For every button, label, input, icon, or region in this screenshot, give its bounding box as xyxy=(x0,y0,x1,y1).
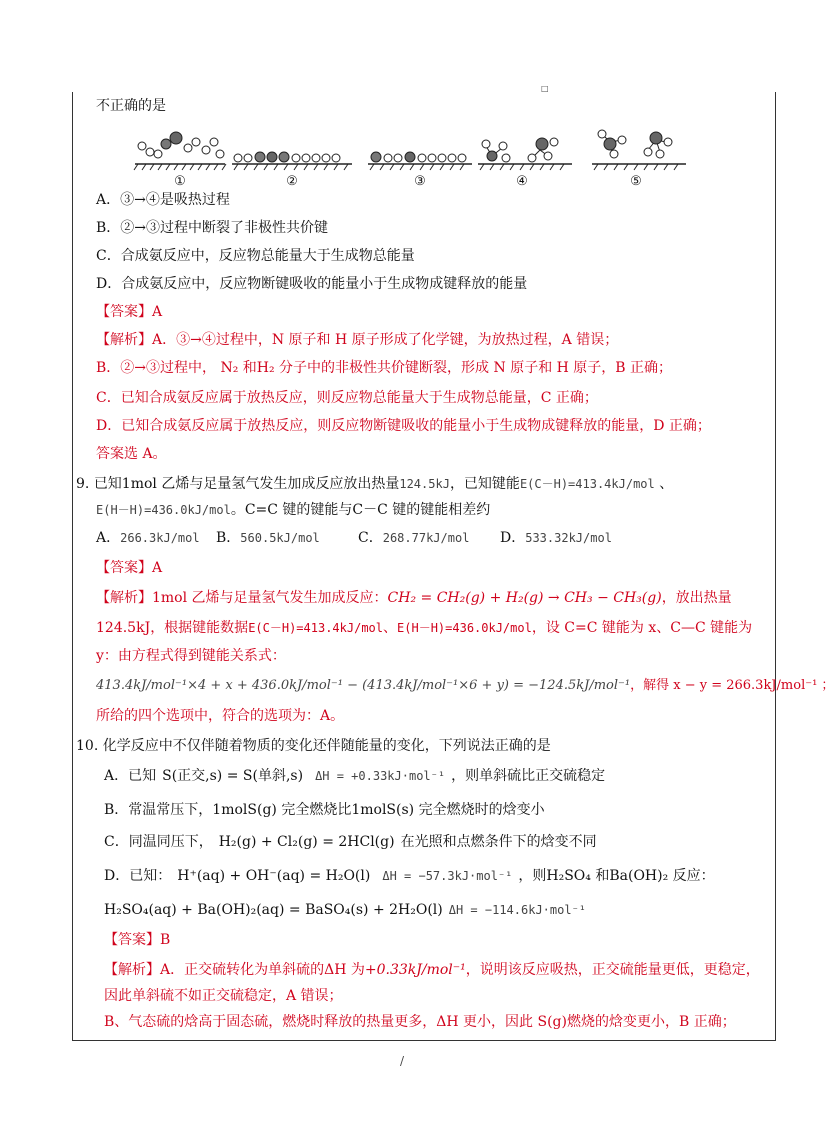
q10-stem-text: 化学反应中不仅伴随着物质的变化还伴随能量的变化，下列说法正确的是 xyxy=(102,738,551,754)
q10-option-b-species-2: 1molS(s) xyxy=(351,802,415,818)
q10-option-d-base: 和Ba(OH)₂ xyxy=(595,868,669,884)
q10-option-d-equation: H⁺(aq) + OH⁻(aq) = H₂O(l) xyxy=(177,868,371,884)
diagram-5 xyxy=(590,128,710,190)
q9-option-a-value: 266.3kJ/mol xyxy=(120,531,200,545)
q10-analysis-line-2: 因此单斜硫不如正交硫稳定，A 错误； xyxy=(104,988,343,1004)
diagram-5-label: ⑤ xyxy=(630,174,642,189)
q9-option-a-label: A． xyxy=(96,530,121,546)
q9-hh-bond-energy: E(H－H)=436.0kJ/mol xyxy=(96,503,231,517)
q10-option-d-full-enthalpy: ΔH = −114.6kJ·mol⁻¹ xyxy=(448,903,587,917)
q8-stem-tail: 不正确的是 xyxy=(96,98,166,114)
q9-option-d xyxy=(500,528,612,548)
q10-option-a-equation: S(正交,s) = S(单斜,s) xyxy=(162,768,304,784)
q9-analysis-line-5: 所给的四个选项中，符合的选项为：A。 xyxy=(96,708,345,724)
q10-option-c-claim: 在光照和点燃条件下的焓变不同 xyxy=(400,834,597,850)
q10-option-a-label: A．已知 xyxy=(104,768,157,784)
q10-option-d-reaction xyxy=(104,900,592,920)
q8-option-c: C．合成氨反应中，反应物总能量大于生成物总能量 xyxy=(96,248,415,264)
q9-analysis-line-4 xyxy=(96,676,834,696)
q9-variable-text: ，设 C=C 键能为 x、C—C 键能为 xyxy=(531,620,753,636)
q9-solution: ，解得 x − y = 266.3kJ/mol⁻¹ ； xyxy=(630,678,834,693)
q9-analysis-line-1 xyxy=(96,588,732,608)
q9-stem-line-1 xyxy=(76,474,673,494)
q10-number: 10. xyxy=(76,738,99,754)
diagram-4-label: ④ xyxy=(516,174,528,189)
q9-number: 9. xyxy=(76,476,90,492)
q9-reaction-equation: CH₂ = CH₂(g) + H₂(g) → CH₃ − CH₃(g) xyxy=(387,590,662,606)
q8-option-a: A．③→④是吸热过程 xyxy=(96,192,230,208)
q10-stem xyxy=(76,736,551,756)
q8-analysis-c: C．已知合成氨反应属于放热反应，则反应物总能量大于生成物总能量，C 正确； xyxy=(96,390,598,406)
q10-option-b xyxy=(104,800,545,820)
q9-option-d-label: D． xyxy=(500,530,526,546)
q9-analysis-intro: 【解析】1mol 乙烯与足量氢气发生加成反应： xyxy=(96,590,388,606)
diagram-5-figure xyxy=(590,128,690,173)
diagram-1-label: ① xyxy=(174,174,186,189)
q8-analysis-d: D．已知合成氨反应属于放热反应，则反应物断键吸收的能量小于生成物成键释放的能量，D 正确； xyxy=(96,418,711,434)
q9-stem-text: 已知1mol 乙烯与足量氢气发生加成反应放出热量 xyxy=(93,476,400,492)
diagram-4-figure xyxy=(476,128,576,173)
q10-analysis-line-1 xyxy=(104,960,760,980)
q9-analysis-ch-energy: E(C－H)=413.4kJ/mol xyxy=(248,621,384,635)
q10-option-d-enthalpy: ΔH = −57.3kJ·mol⁻¹ xyxy=(382,869,513,883)
q8-option-d: D．合成氨反应中，反应物断键吸收的能量小于生成物成键释放的能量 xyxy=(96,276,528,292)
diagram-2-label: ② xyxy=(286,174,298,189)
q10-option-d-acid: ，则H₂SO₄ xyxy=(518,868,591,884)
q10-option-b-label: B．常温常压下，1mol xyxy=(104,802,248,818)
ammonia-synthesis-diagrams xyxy=(130,128,700,190)
q9-question-text: 。C=C 键的键能与C－C 键的键能相差约 xyxy=(230,502,491,518)
q10-option-d xyxy=(104,866,715,886)
q10-option-a-enthalpy: ΔH = +0.33kJ·mol⁻¹ xyxy=(315,769,446,783)
q8-analysis-b: B．②→③过程中， N₂ 和H₂ 分子中的非极性共价键断裂，形成 N 原子和 H 原子，B 正确； xyxy=(96,360,673,376)
q9-option-b-label: B． xyxy=(216,530,241,546)
q9-option-d-value: 533.32kJ/mol xyxy=(525,531,612,545)
q10-analysis-reason: ，说明该反应吸热，正交硫能量更低，更稳定， xyxy=(465,962,760,978)
diagram-3-label: ③ xyxy=(414,174,426,189)
q10-option-c-equation: H₂(g) + Cl₂(g) = 2HCl(g) xyxy=(218,834,395,850)
diagram-3-figure xyxy=(366,128,476,173)
q9-option-b-value: 560.5kJ/mol xyxy=(240,531,320,545)
q10-option-b-claim: 完全燃烧时的焓变小 xyxy=(418,802,545,818)
page-footer-mark: / xyxy=(400,1054,405,1068)
q9-analysis-line-2 xyxy=(96,618,752,638)
q9-option-a xyxy=(96,528,200,548)
q10-option-b-species-1: S(g) xyxy=(247,802,277,818)
diagram-2-figure xyxy=(230,128,355,173)
q9-heat-release-text: ，放出热量 xyxy=(661,590,732,606)
q10-option-a-claim: ，则单斜硫比正交硫稳定 xyxy=(451,768,606,784)
q9-option-c-value: 268.77kJ/mol xyxy=(382,531,470,545)
q10-option-d-label: D．已知： xyxy=(104,868,172,884)
q9-option-c xyxy=(358,528,469,548)
q9-analysis-hh-energy: E(H－H)=436.0kJ/mol xyxy=(397,621,532,635)
q8-answer: 【答案】A xyxy=(96,304,163,320)
q10-option-b-compare: 完全燃烧比 xyxy=(281,802,352,818)
q9-stem-text-2: ，已知键能 xyxy=(449,476,520,492)
q10-option-c-label: C．同温同压下， xyxy=(104,834,213,850)
q9-heat-amount: 124.5kJ xyxy=(96,620,151,636)
q9-option-c-label: C． xyxy=(358,530,383,546)
q10-answer: 【答案】B xyxy=(104,932,171,948)
q9-separator: 、 xyxy=(659,476,674,492)
q8-option-b: B．②→③过程中断裂了非极性共价键 xyxy=(96,220,329,236)
q10-analysis-line-3: B、气态硫的焓高于固态硫，燃烧时释放的热量更多，ΔH 更小，因此 S(g)燃烧的焓变更小，B 正确； xyxy=(104,1014,736,1030)
q10-option-c xyxy=(104,832,597,852)
q10-option-d-reaction-text: 反应： xyxy=(672,868,715,884)
q8-analysis-a: 【解析】A．③→④过程中，N 原子和 H 原子形成了化学键，为放热过程，A 错误； xyxy=(96,332,619,348)
q8-conclusion: 答案选 A。 xyxy=(96,446,167,462)
q9-analysis-separator: 、 xyxy=(383,620,398,636)
q9-ch-bond-energy: E(C－H)=413.4kJ/mol xyxy=(519,477,655,491)
q9-stem-line-2 xyxy=(96,500,490,520)
q9-energy-equation: 413.4kJ/mol⁻¹×4 + x + 436.0kJ/mol⁻¹ − (413.4kJ/mol⁻¹×6 + y) = −124.5kJ/mol⁻¹ xyxy=(96,678,631,693)
q10-analysis-enthalpy: +0.33kJ/mol⁻¹ xyxy=(364,962,466,978)
diagram-2 xyxy=(230,128,350,190)
q9-bond-data-text: ，根据键能数据 xyxy=(150,620,249,636)
q9-heat-value: 124.5kJ xyxy=(399,477,450,491)
q9-answer: 【答案】A xyxy=(96,560,163,576)
q10-analysis-intro: 【解析】A．正交硫转化为单斜硫的ΔH 为 xyxy=(104,962,365,978)
q10-option-d-full-equation: H₂SO₄(aq) + Ba(OH)₂(aq) = BaSO₄(s) + 2H₂O(l) xyxy=(104,902,443,918)
q9-option-b xyxy=(216,528,320,548)
top-marker: □ xyxy=(541,84,549,93)
q9-analysis-line-3: y：由方程式得到键能关系式： xyxy=(96,648,286,664)
q10-option-a xyxy=(104,766,605,786)
